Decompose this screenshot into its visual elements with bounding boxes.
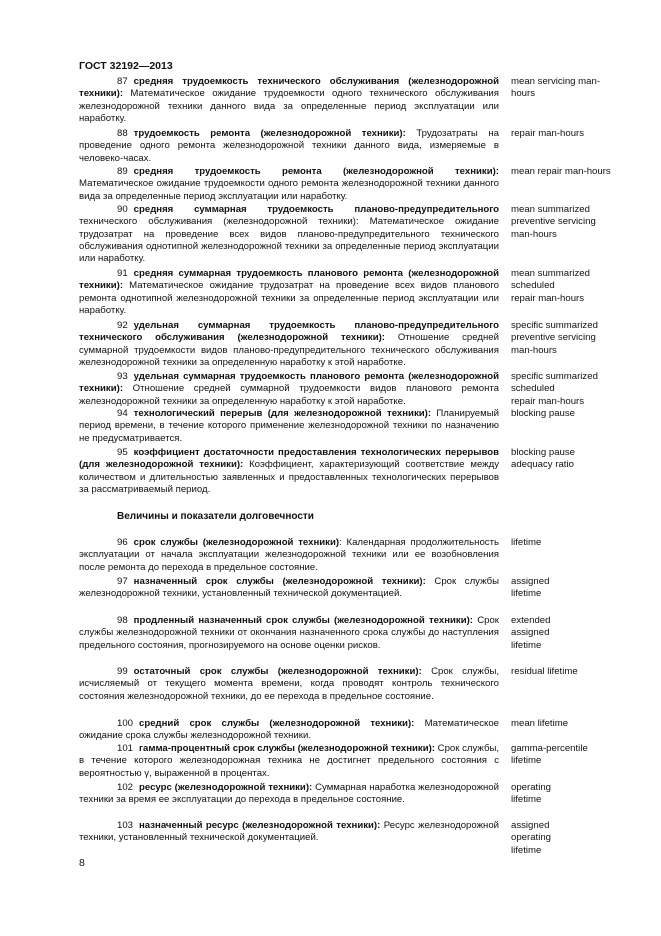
term-number: 102 <box>117 782 134 793</box>
term-number: 100 <box>117 718 134 729</box>
english-term: extended assigned lifetime <box>511 615 551 651</box>
english-term: blocking pause <box>511 408 576 419</box>
term-number: 88 <box>117 128 128 139</box>
term-name: продленный назначенный срок службы (железнодорожной техники): <box>133 615 473 626</box>
term-definition: Суммарная наработка железнодорожной техники за время ее эксплуатации до перехода в предельное состояние. <box>79 782 500 806</box>
term-definition: технического обслуживания (железнодорожной техники): Математическое ожидание трудозатрат на проведение всех видов планово-предупредительного технического обслуживания однотипной железнодорожной техники за определенные период эксплуатации или наработку. <box>79 216 499 265</box>
english-term: gamma-percentile lifetime <box>511 743 588 767</box>
english-term: assigned lifetime <box>511 576 550 600</box>
term-number: 92 <box>117 320 128 331</box>
term-name: срок службы (железнодорожной техники) <box>133 537 340 548</box>
english-term: mean summarized preventive servicing man-hours <box>511 204 596 240</box>
section-title: Величины и показатели долговечности <box>117 511 314 522</box>
term-number: 91 <box>117 268 128 279</box>
term-number: 103 <box>117 820 134 831</box>
term-name: средняя трудоемкость ремонта (железнодорожной техники): <box>133 166 499 177</box>
term-definition: Срок службы, исчисляемый от текущего момента времени, когда проводят контроль технического состояния железнодорожной техники, до ее перехода в предельное состояние. <box>79 666 500 702</box>
term-name: назначенный ресурс (железнодорожной техники): <box>139 820 381 831</box>
term-name: удельная суммарная трудоемкость планового ремонта (железнодорожной техники): <box>79 371 499 395</box>
term-name: удельная суммарная трудоемкость планово-предупредительного технического обслуживания (железнодорожной техники): <box>79 320 499 344</box>
term-definition: Математическое ожидание трудоемкости одного технического обслуживания железнодорожной техники данного вида за определенные период эксплуатации или наработку. <box>79 88 499 124</box>
term-definition: Срок службы, в течение которого железнодорожная техника не достигнет предельного состояния с вероятностью γ, выраженной в процентах. <box>79 743 500 779</box>
term-definition: Срок службы железнодорожной техники, установленный технической документацией. <box>79 576 499 600</box>
term-number: 101 <box>117 743 134 754</box>
term-number: 89 <box>117 166 128 177</box>
term-name: трудоемкость ремонта (железнодорожной техники): <box>133 128 406 139</box>
term-number: 95 <box>117 447 128 458</box>
english-term: mean repair man-hours <box>511 166 611 177</box>
term-definition: Отношение средней суммарной трудоемкости видов планово-предупредительного технического обслуживания железнодорожной техники за определенную наработку к этой наработке. <box>79 332 499 368</box>
term-name: средняя трудоемкость технического обслуживания (железнодорожной техники): <box>79 76 499 100</box>
english-term: mean summarized scheduled repair man-hours <box>511 268 590 304</box>
term-number: 87 <box>117 76 128 87</box>
term-number: 93 <box>117 371 128 382</box>
term-number: 99 <box>117 666 128 677</box>
term-definition: Математическое ожидание трудоемкости одного ремонта железнодорожной техники данного вида за определенные период эксплуатации или наработку. <box>79 178 499 202</box>
term-name: технологический перерыв (для железнодорожной техники): <box>133 408 432 419</box>
english-term: operating lifetime <box>511 782 552 806</box>
english-term: mean servicing man-hours <box>511 76 601 100</box>
term-definition: Срок службы железнодорожной техники от окончания назначенного срока службы до наступления предельного состояния, прогнозируемого на основе оценки рисков. <box>79 615 499 651</box>
term-definition: : Календарная продолжительность эксплуатации от начала эксплуатации железнодорожной техники или ее возобновления после ремонта до перехода в предельное состояние. <box>79 537 499 573</box>
term-definition: Трудозатраты на проведение одного ремонта железнодорожной техники данного вида, измеряемые в человеко-часах. <box>79 128 499 164</box>
english-term: blocking pause adequacy ratio <box>511 447 576 471</box>
english-term: specific summarized scheduled repair man-hours <box>511 371 598 407</box>
english-term: repair man-hours <box>511 128 585 139</box>
term-name: ресурс (железнодорожной техники): <box>139 782 313 793</box>
english-term: specific summarized preventive servicing man-hours <box>511 320 598 356</box>
term-definition: Коэффициент, характеризующий соответствие между количеством и длительностью заявленных и предоставленных технологических перерывов за рассматриваемый период. <box>79 459 499 495</box>
term-number: 98 <box>117 615 128 626</box>
term-name: средний срок службы (железнодорожной техники): <box>139 718 415 729</box>
term-number: 96 <box>117 537 128 548</box>
term-definition: Математическое ожидание срока службы железнодорожной техники. <box>79 718 499 742</box>
english-term: mean lifetime <box>511 718 569 729</box>
term-name: назначенный срок службы (железнодорожной техники): <box>133 576 426 587</box>
document-header: ГОСТ 32192—2013 <box>79 60 173 72</box>
term-name: средняя суммарная трудоемкость планово-предупредительного <box>133 204 499 215</box>
page-number: 8 <box>79 857 85 869</box>
term-number: 90 <box>117 204 128 215</box>
english-term: lifetime <box>511 537 542 548</box>
term-name: остаточный срок службы (железнодорожной техники): <box>133 666 422 677</box>
term-name: гамма-процентный срок службы (железнодорожной техники): <box>139 743 435 754</box>
term-definition: Ресурс железнодорожной техники, установленный технической документацией. <box>79 820 500 844</box>
term-number: 94 <box>117 408 128 419</box>
term-name: коэффициент достаточности предоставления технологических перерывов (для железнодорожной техники): <box>79 447 499 471</box>
term-number: 97 <box>117 576 128 587</box>
term-definition: Отношение средней суммарной трудоемкости видов планового ремонта железнодорожной техники за определенную наработку к этой наработке. <box>79 383 500 407</box>
term-definition: Планируемый период времени, в течение которого применение железнодорожной техники по назначению не предусматривается. <box>79 408 499 444</box>
term-definition: Математическое ожидание трудозатрат на проведение всех видов планового ремонта однотипной железнодорожной техники за определенные период эксплуатации или наработку. <box>79 280 499 316</box>
english-term: assigned operating lifetime <box>511 820 552 856</box>
english-term: residual lifetime <box>511 666 578 677</box>
term-name: средняя суммарная трудоемкость планового ремонта (железнодорожной техники): <box>79 268 499 292</box>
